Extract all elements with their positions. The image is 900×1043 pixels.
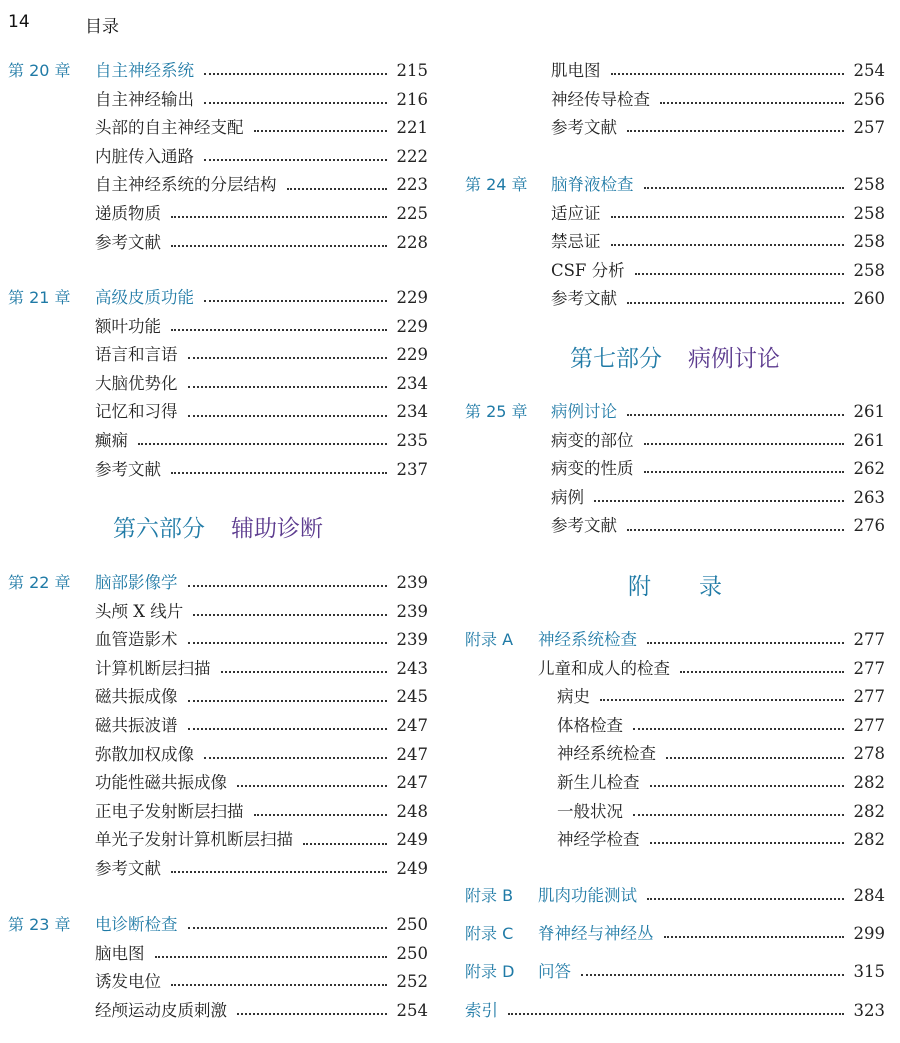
page-number: 299 — [853, 924, 885, 943]
page-number: 262 — [853, 459, 885, 479]
section-entry[interactable] — [465, 285, 885, 314]
dot-leader — [581, 974, 844, 976]
chapter-entry[interactable] — [8, 911, 428, 940]
section-entry[interactable] — [465, 512, 885, 541]
toc-section — [465, 882, 885, 911]
chapter-entry[interactable] — [8, 57, 428, 86]
page-number: 247 — [396, 773, 428, 793]
chapter-entry[interactable] — [465, 997, 885, 1026]
section-entry[interactable] — [8, 769, 428, 798]
section-entry[interactable] — [8, 114, 428, 143]
dot-leader — [221, 671, 387, 673]
section-entry[interactable] — [8, 683, 428, 712]
section-entry[interactable] — [8, 456, 428, 485]
toc-section — [465, 626, 885, 855]
dot-leader — [650, 785, 844, 787]
section-entry[interactable] — [465, 798, 885, 827]
page-number: 237 — [396, 459, 428, 479]
page-title: 目录 — [85, 17, 119, 37]
entry-title: 脑部影像学 — [95, 569, 188, 598]
entry-title: 内脏传入通路 — [95, 143, 204, 172]
dot-leader — [627, 529, 844, 531]
entry-title: 电诊断检查 — [95, 911, 188, 940]
section-entry[interactable] — [8, 341, 428, 370]
page-number: 234 — [396, 402, 428, 422]
section-entry[interactable] — [465, 826, 885, 855]
chapter-label: 第 23 章 — [8, 915, 71, 934]
section-entry[interactable] — [8, 313, 428, 342]
chapter-label: 附录 C — [465, 924, 514, 943]
entry-title: 参考文献 — [95, 229, 171, 258]
dot-leader — [633, 728, 844, 730]
dot-leader — [171, 245, 387, 247]
page-number: 277 — [853, 658, 885, 678]
dot-leader — [188, 700, 387, 702]
entry-title: 病变的部位 — [551, 427, 644, 456]
part-heading-7 — [465, 340, 885, 373]
dot-leader — [155, 956, 387, 958]
section-entry[interactable] — [8, 997, 428, 1026]
entry-title: 弥散加权成像 — [95, 741, 204, 770]
chapter-label: 附录 B — [465, 886, 514, 905]
section-entry[interactable] — [465, 740, 885, 769]
chapter-label: 附录 A — [465, 630, 514, 649]
entry-title: 磁共振波谱 — [95, 712, 188, 741]
section-entry[interactable] — [465, 200, 885, 229]
dot-leader — [237, 1013, 387, 1015]
dot-leader — [666, 757, 844, 759]
entry-title: 神经传导检查 — [551, 86, 660, 115]
dot-leader — [633, 814, 844, 816]
page-number: 254 — [396, 1000, 428, 1020]
dot-leader — [611, 73, 844, 75]
dot-leader — [138, 443, 387, 445]
dot-leader — [635, 273, 844, 275]
page-number: 216 — [396, 89, 428, 109]
section-entry[interactable] — [8, 826, 428, 855]
dot-leader — [254, 814, 387, 816]
dot-leader — [611, 216, 844, 218]
entry-title: 新生儿检查 — [557, 769, 650, 798]
dot-leader — [644, 471, 844, 473]
entry-title: 病例讨论 — [551, 398, 627, 427]
dot-leader — [171, 216, 387, 218]
page-number: 250 — [396, 943, 428, 963]
page-number: 282 — [853, 830, 885, 850]
dot-leader — [647, 642, 844, 644]
entry-title: 禁忌证 — [551, 228, 611, 257]
dot-leader — [188, 927, 387, 929]
dot-leader — [171, 329, 387, 331]
page-number: 239 — [396, 601, 428, 621]
toc-section — [465, 398, 885, 541]
chapter-label: 第 25 章 — [465, 402, 528, 421]
chapter-entry[interactable] — [465, 882, 885, 911]
section-entry[interactable] — [465, 455, 885, 484]
dot-leader — [611, 244, 844, 246]
page-number: 249 — [396, 830, 428, 850]
entry-title: 头颅 X 线片 — [95, 598, 193, 627]
section-entry[interactable] — [8, 655, 428, 684]
chapter-label: 第 22 章 — [8, 573, 71, 592]
dot-leader — [204, 757, 387, 759]
entry-title: 癫痫 — [95, 427, 138, 456]
page-number: 323 — [853, 1001, 885, 1020]
part-number: 第六部分 — [113, 516, 205, 542]
page-number: 243 — [396, 658, 428, 678]
dot-leader — [660, 102, 844, 104]
entry-title: 一般状况 — [557, 798, 633, 827]
toc-section — [465, 171, 885, 314]
chapter-entry[interactable] — [465, 920, 885, 949]
section-entry[interactable] — [8, 398, 428, 427]
entry-title: 功能性磁共振成像 — [95, 769, 237, 798]
page-number: 225 — [396, 203, 428, 223]
dot-leader — [204, 159, 387, 161]
entry-title: 递质物质 — [95, 200, 171, 229]
page-number: 278 — [853, 744, 885, 764]
dot-leader — [594, 500, 844, 502]
entry-title: 神经系统检查 — [557, 740, 666, 769]
entry-title: 自主神经输出 — [95, 86, 204, 115]
section-entry[interactable] — [8, 598, 428, 627]
section-entry[interactable] — [8, 626, 428, 655]
dot-leader — [193, 614, 386, 616]
part-number: 第七部分 — [570, 346, 662, 372]
section-entry[interactable] — [8, 229, 428, 258]
appendix-heading — [465, 568, 885, 601]
entry-title: 诱发电位 — [95, 968, 171, 997]
dot-leader — [171, 984, 387, 986]
section-entry[interactable] — [8, 143, 428, 172]
entry-title: 参考文献 — [551, 512, 627, 541]
entry-title: 儿童和成人的检查 — [538, 655, 680, 684]
dot-leader — [650, 842, 844, 844]
page-number: 239 — [396, 573, 428, 592]
entry-title: 脊神经与神经丛 — [538, 920, 664, 949]
section-entry[interactable] — [465, 484, 885, 513]
page-number: 277 — [853, 630, 885, 649]
entry-title: 记忆和习得 — [95, 398, 188, 427]
chapter-label: 第 24 章 — [465, 175, 528, 194]
page-number: 260 — [853, 289, 885, 309]
page-number: 258 — [853, 260, 885, 280]
dot-leader — [188, 357, 387, 359]
dot-leader — [254, 130, 387, 132]
page-number: 257 — [853, 118, 885, 138]
dot-leader — [237, 785, 387, 787]
entry-title: 问答 — [538, 958, 581, 987]
entry-title: 血管造影术 — [95, 626, 188, 655]
toc-section — [8, 911, 428, 1025]
entry-title: 肌电图 — [551, 57, 611, 86]
dot-leader — [647, 898, 844, 900]
section-entry[interactable] — [465, 655, 885, 684]
section-entry[interactable] — [465, 57, 885, 86]
page-number: 263 — [853, 487, 885, 507]
section-entry[interactable] — [8, 427, 428, 456]
page-number: 254 — [853, 61, 885, 80]
part-name: 录 — [699, 574, 722, 600]
entry-title: 参考文献 — [551, 285, 627, 314]
page-number: 223 — [396, 175, 428, 195]
entry-title: 病例 — [551, 484, 594, 513]
chapter-entry[interactable] — [465, 626, 885, 655]
section-entry[interactable] — [8, 940, 428, 969]
entry-title: CSF 分析 — [551, 257, 635, 286]
page-number: 215 — [396, 61, 428, 80]
section-entry[interactable] — [465, 427, 885, 456]
page-number: 229 — [396, 345, 428, 365]
section-entry[interactable] — [8, 370, 428, 399]
entry-title: 体格检查 — [557, 712, 633, 741]
dot-leader — [171, 472, 387, 474]
entry-title: 正电子发射断层扫描 — [95, 798, 254, 827]
section-entry[interactable] — [8, 798, 428, 827]
page-number: 276 — [853, 516, 885, 536]
dot-leader — [188, 728, 387, 730]
part-name: 病例讨论 — [688, 346, 780, 372]
page-number: 239 — [396, 630, 428, 650]
entry-title: 大脑优势化 — [95, 370, 188, 399]
part-heading-6 — [8, 510, 428, 543]
page-number: 221 — [396, 118, 428, 138]
entry-title: 病变的性质 — [551, 455, 644, 484]
dot-leader — [188, 642, 387, 644]
page-number: 247 — [396, 715, 428, 735]
dot-leader — [171, 871, 387, 873]
dot-leader — [644, 187, 844, 189]
dot-leader — [508, 1013, 844, 1015]
dot-leader — [644, 443, 844, 445]
page-number: 277 — [853, 715, 885, 735]
dot-leader — [303, 843, 387, 845]
section-entry[interactable] — [8, 855, 428, 884]
dot-leader — [664, 936, 844, 938]
entry-title: 额叶功能 — [95, 313, 171, 342]
section-entry[interactable] — [465, 769, 885, 798]
section-entry[interactable] — [8, 86, 428, 115]
page-number: 222 — [396, 146, 428, 166]
page-number: 248 — [396, 801, 428, 821]
dot-leader — [287, 188, 387, 190]
entry-title: 计算机断层扫描 — [95, 655, 221, 684]
toc-section — [8, 284, 428, 484]
page-number: 234 — [396, 373, 428, 393]
page-number: 229 — [396, 288, 428, 307]
section-entry[interactable] — [465, 683, 885, 712]
chapter-entry[interactable] — [465, 398, 885, 427]
section-entry[interactable] — [8, 968, 428, 997]
entry-title: 磁共振成像 — [95, 683, 188, 712]
entry-title: 病史 — [557, 683, 600, 712]
chapter-label: 第 21 章 — [8, 288, 71, 307]
page-number: 14 — [8, 12, 30, 32]
dot-leader — [627, 414, 844, 416]
toc-section — [465, 958, 885, 987]
toc-section — [465, 997, 885, 1026]
page-number: 258 — [853, 203, 885, 223]
entry-title: 神经系统检查 — [538, 626, 647, 655]
chapter-entry[interactable] — [465, 171, 885, 200]
section-entry[interactable] — [465, 228, 885, 257]
section-entry[interactable] — [465, 86, 885, 115]
section-entry[interactable] — [465, 712, 885, 741]
page-number: 235 — [396, 430, 428, 450]
chapter-entry[interactable] — [8, 284, 428, 313]
page-number: 245 — [396, 687, 428, 707]
entry-title: 参考文献 — [95, 855, 171, 884]
dot-leader — [627, 130, 844, 132]
dot-leader — [188, 386, 387, 388]
section-entry[interactable] — [8, 200, 428, 229]
page-number: 282 — [853, 801, 885, 821]
toc-section — [8, 57, 428, 257]
chapter-label: 附录 D — [465, 962, 515, 981]
entry-title: 单光子发射计算机断层扫描 — [95, 826, 303, 855]
entry-title: 经颅运动皮质刺激 — [95, 997, 237, 1026]
page-number: 228 — [396, 232, 428, 252]
entry-title: 参考文献 — [95, 456, 171, 485]
entry-title: 脑电图 — [95, 940, 155, 969]
page-number: 261 — [853, 402, 885, 421]
page-number: 284 — [853, 886, 885, 905]
entry-title: 神经学检查 — [557, 826, 650, 855]
entry-title: 高级皮质功能 — [95, 284, 204, 313]
dot-leader — [188, 585, 387, 587]
page-number: 315 — [853, 962, 885, 981]
dot-leader — [204, 73, 387, 75]
toc-section — [465, 920, 885, 949]
entry-title: 自主神经系统 — [95, 57, 204, 86]
section-entry[interactable] — [8, 712, 428, 741]
section-entry[interactable] — [8, 171, 428, 200]
entry-title: 脑脊液检查 — [551, 171, 644, 200]
dot-leader — [680, 671, 844, 673]
part-name: 辅助诊断 — [231, 516, 323, 542]
chapter-label: 第 20 章 — [8, 61, 71, 80]
page-number: 258 — [853, 232, 885, 252]
entry-title: 索引 — [465, 997, 508, 1026]
page-number: 247 — [396, 744, 428, 764]
entry-title: 头部的自主神经支配 — [95, 114, 254, 143]
toc-section — [8, 569, 428, 884]
section-entry[interactable] — [465, 114, 885, 143]
page-number: 252 — [396, 972, 428, 992]
part-number: 附 — [628, 574, 651, 600]
entry-title: 参考文献 — [551, 114, 627, 143]
dot-leader — [627, 302, 844, 304]
page-number: 261 — [853, 430, 885, 450]
entry-title: 肌肉功能测试 — [538, 882, 647, 911]
page-number: 282 — [853, 772, 885, 792]
chapter-entry[interactable] — [465, 958, 885, 987]
page-number: 249 — [396, 858, 428, 878]
entry-title: 适应证 — [551, 200, 611, 229]
page-number: 256 — [853, 89, 885, 109]
entry-title: 自主神经系统的分层结构 — [95, 171, 287, 200]
dot-leader — [600, 699, 844, 701]
dot-leader — [204, 300, 387, 302]
dot-leader — [188, 415, 387, 417]
page-number: 229 — [396, 316, 428, 336]
page-number: 258 — [853, 175, 885, 194]
section-entry[interactable] — [8, 741, 428, 770]
page-number: 250 — [396, 915, 428, 934]
entry-title: 语言和言语 — [95, 341, 188, 370]
chapter-entry[interactable] — [8, 569, 428, 598]
dot-leader — [204, 102, 387, 104]
section-entry[interactable] — [465, 257, 885, 286]
page-number: 277 — [853, 687, 885, 707]
toc-section — [465, 57, 885, 143]
